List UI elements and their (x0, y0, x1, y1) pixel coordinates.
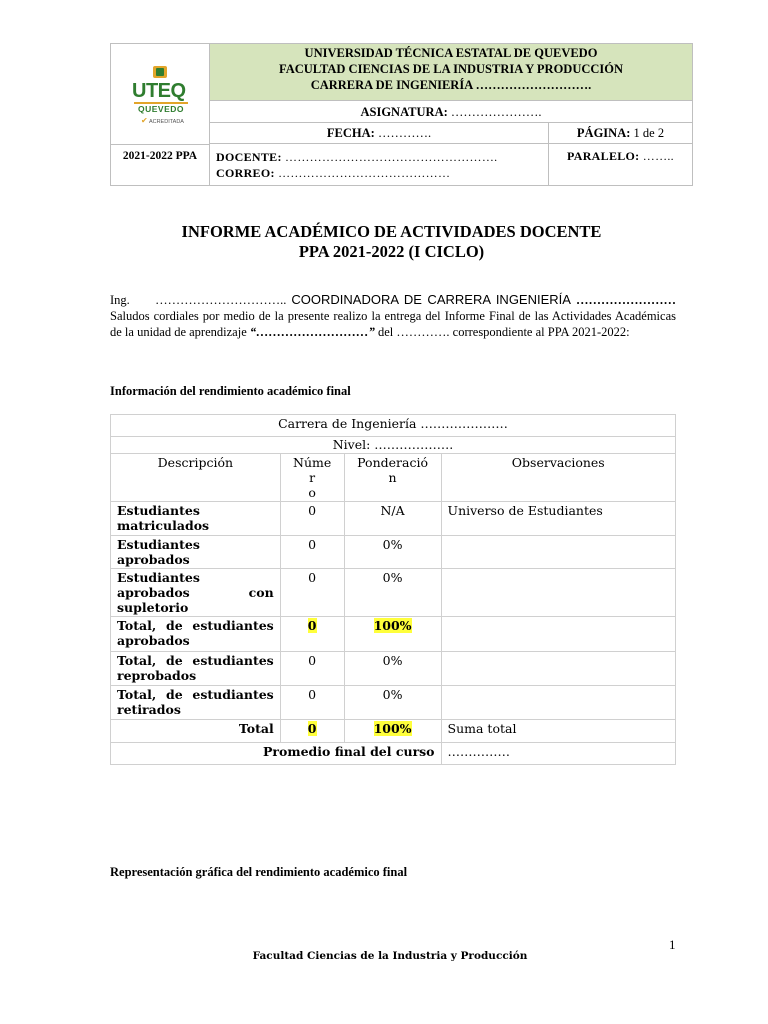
total-weight-cell (344, 720, 441, 743)
intro-name-placeholder: ………………………….. (155, 293, 287, 307)
row-number: 0 (280, 569, 344, 617)
intro-coordinator: COORDINADORA DE CARRERA INGENIERÍA (291, 292, 571, 307)
career-cell: Carrera de Ingeniería ………………… (111, 415, 676, 437)
row-weight: 100% (373, 618, 412, 633)
row-description: Estudiantes aprobados con supletorio (111, 569, 281, 617)
page-number: 1 (669, 937, 676, 952)
row-description: Total, de estudiantes retirados (111, 686, 281, 720)
intro-text-1: Saludos cordiales por medio de la presente realizo la entrega del Informe Final de las Actividades Académicas de la unidad de aprendizaje (110, 309, 676, 339)
row-number: 0 (280, 502, 344, 536)
row-description: Estudiantes matriculados (111, 502, 281, 536)
paralelo-value: …….. (639, 149, 674, 163)
row-number: 0 (307, 618, 317, 633)
table-row (111, 536, 676, 569)
title-line-1: INFORME ACADÉMICO DE ACTIVIDADES DOCENTE (181, 222, 602, 241)
table-row (111, 617, 676, 652)
table-row (111, 686, 676, 720)
info-section-heading: Información del rendimiento académico final (110, 384, 351, 398)
row-observation (441, 569, 675, 617)
university-name: UNIVERSIDAD TÉCNICA ESTATAL DE QUEVEDO (304, 46, 598, 60)
row-description: Total, de estudiantes aprobados (111, 617, 281, 652)
intro-text-2: del …………. correspondiente al PPA 2021-2022: (374, 325, 630, 339)
total-number-cell (280, 720, 344, 743)
row-number: 0 (280, 652, 344, 686)
accreditation-badge (141, 116, 184, 125)
chart-section-heading: Representación gráfica del rendimiento académico final (110, 865, 408, 879)
row-weight: 0% (344, 569, 441, 617)
row-observation (441, 536, 675, 569)
correo-value: …………………………………… (274, 166, 451, 180)
intro-ing: Ing. (110, 293, 130, 307)
level-row (111, 437, 676, 454)
header-row (111, 454, 676, 502)
accreditation-label: ACREDITADA (148, 119, 184, 125)
performance-table (110, 414, 676, 765)
ppa-cell: 2021-2022 PPA (111, 144, 210, 185)
average-value: …………… (441, 743, 675, 765)
col-header-descripcion: Descripción (111, 454, 281, 502)
docente-label: DOCENTE: (216, 150, 282, 164)
intro-unit-placeholder: “………………………” (249, 325, 375, 339)
row-observation (441, 652, 675, 686)
logo-cell (111, 44, 210, 144)
row-description: Estudiantes aprobados (111, 536, 281, 569)
asignatura-row (210, 101, 692, 123)
total-observation: Suma total (441, 720, 675, 743)
page-footer: Facultad Ciencias de la Industria y Producción (252, 950, 528, 962)
paralelo-cell (549, 144, 692, 185)
average-row (111, 743, 676, 765)
total-weight: 100% (373, 721, 412, 736)
table-row (111, 502, 676, 536)
docente-value: ……………………………………………. (281, 150, 498, 164)
row-number-cell (280, 617, 344, 652)
row-observation (441, 617, 675, 652)
row-weight: N/A (344, 502, 441, 536)
title-line-2: PPA 2021-2022 (I CICLO) (298, 242, 485, 261)
col-header-numero: Númer o (280, 454, 344, 502)
col-header-ponderacion: Ponderació n (344, 454, 441, 502)
career-row (111, 415, 676, 437)
row-weight: 0% (344, 536, 441, 569)
total-row (111, 720, 676, 743)
pagina-cell (549, 123, 692, 144)
check-icon: ✔ (141, 116, 148, 125)
correo-label: CORREO: (216, 166, 275, 180)
col-header-observaciones: Observaciones (441, 454, 675, 502)
fecha-label: FECHA: (326, 126, 375, 140)
average-label: Promedio final del curso (111, 743, 442, 765)
intro-career-placeholder: …………………… (576, 293, 677, 307)
docente-cell (210, 144, 549, 185)
logo-subtext: QUEVEDO (134, 102, 188, 114)
asignatura-label: ASIGNATURA: (360, 105, 448, 119)
uteq-logo-emblem-icon (149, 65, 171, 79)
row-observation: Universo de Estudiantes (441, 502, 675, 536)
row-weight-cell (344, 617, 441, 652)
pagina-value: 1 de 2 (630, 126, 665, 140)
institution-banner (210, 44, 692, 101)
fecha-value: …………. (374, 126, 432, 140)
total-label: Total (111, 720, 281, 743)
career-name: CARRERA DE INGENIERÍA ………………………. (310, 78, 592, 92)
asignatura-value: …………………. (447, 105, 542, 119)
document-header-table (110, 43, 693, 186)
total-number: 0 (307, 721, 317, 736)
row-weight: 0% (344, 652, 441, 686)
row-description: Total, de estudiantes reprobados (111, 652, 281, 686)
document-title (110, 222, 673, 262)
table-row (111, 652, 676, 686)
paralelo-label: PARALELO: (567, 149, 640, 163)
row-number: 0 (280, 686, 344, 720)
faculty-name: FACULTAD CIENCIAS DE LA INDUSTRIA Y PRODUCCIÓN (278, 62, 624, 76)
table-row (111, 569, 676, 617)
row-weight: 0% (344, 686, 441, 720)
fecha-cell (210, 123, 549, 144)
row-number: 0 (280, 536, 344, 569)
row-observation (441, 686, 675, 720)
level-cell: Nivel: ………………. (111, 437, 676, 454)
pagina-label: PÁGINA: (576, 126, 631, 140)
logo-text: UTEQ (132, 80, 186, 102)
intro-paragraph (110, 292, 676, 340)
